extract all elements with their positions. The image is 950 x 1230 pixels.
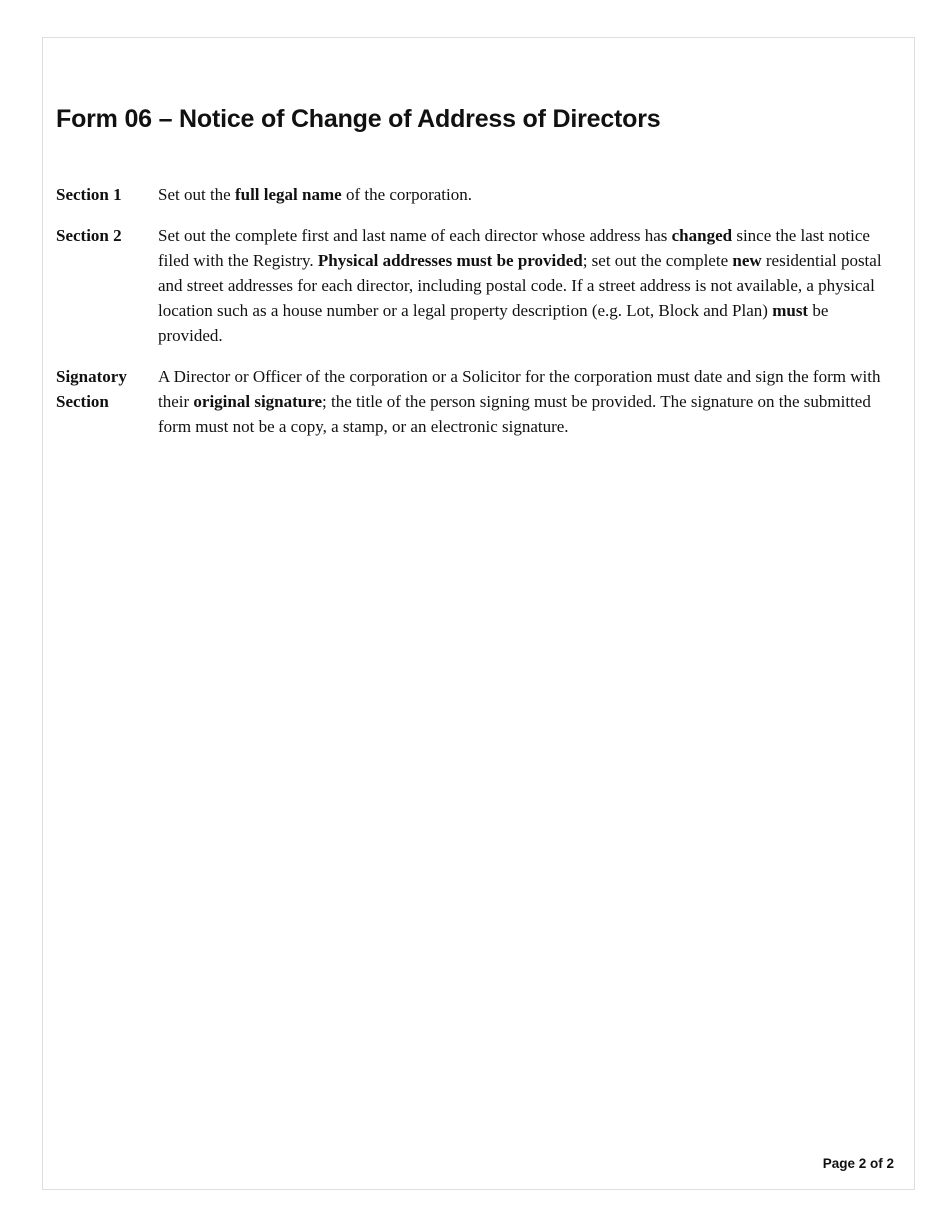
document-title: Form 06 – Notice of Change of Address of Directors — [56, 105, 661, 133]
emphasis-text: new — [732, 251, 762, 270]
text-run: of the corporation. — [341, 185, 472, 204]
text-run: ; the title of the person signing must be provided. The signature on the submitted form must not be a copy, a stamp, or an electronic signature. — [158, 392, 871, 436]
text-run: residential postal and street addresses for each director, including postal code. If a street address is not available, a physical location such as a house number or a legal property description (e.g. Lot, Block and Plan) — [158, 251, 882, 320]
text-run: Set out the complete first and last name of each director whose address has — [158, 226, 672, 245]
emphasis-text: Physical addresses must be provided — [317, 251, 583, 270]
section-label: Section 2 — [56, 226, 122, 245]
section-label: Signatory Section — [56, 367, 127, 411]
text-run: ; set out the complete — [582, 251, 733, 270]
document-page — [42, 37, 915, 1190]
section-text — [158, 223, 896, 348]
section-text — [158, 182, 896, 207]
emphasis-text: changed — [671, 226, 733, 245]
text-run: A Director or Officer of the corporation or a Solicitor for the corporation must date and sign the form with their — [158, 367, 881, 411]
page-number: Page 2 of 2 — [822, 1156, 894, 1171]
text-run: since the last notice filed with the Registry. — [158, 226, 870, 270]
text-run: Set out the — [158, 185, 235, 204]
section-text — [158, 364, 896, 439]
section-label: Section 1 — [56, 185, 122, 204]
emphasis-text: must — [772, 301, 809, 320]
emphasis-text: original signature — [193, 392, 323, 411]
section-1 — [56, 182, 896, 207]
signatory-section — [56, 364, 896, 439]
emphasis-text: full legal name — [234, 185, 342, 204]
text-run: be provided. — [158, 301, 829, 345]
section-2 — [56, 223, 896, 348]
